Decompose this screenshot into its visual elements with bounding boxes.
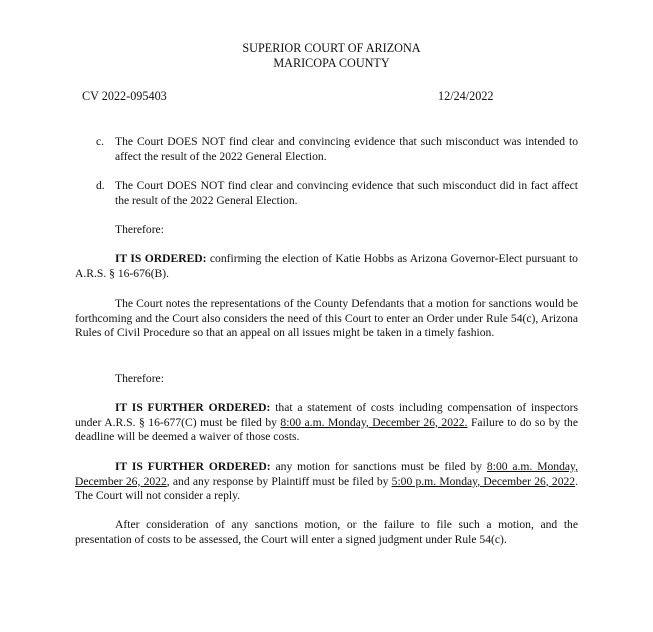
order-2-heading: IT IS FURTHER ORDERED:: [115, 401, 271, 414]
finding-d-text: The Court DOES NOT find clear and convincing evidence that such misconduct did in fact affect the result of the 2022 General Election.: [115, 179, 578, 207]
court-heading: [0, 41, 653, 71]
closing-paragraph: After consideration of any sanctions motion, or the failure to file such a motion, and the presentation of costs to be assessed, the Court will enter a signed judgment under Rule 54(c).: [75, 518, 578, 546]
order-2-deadline: 8:00 a.m. Monday, December 26, 2022.: [280, 415, 468, 429]
order-1-text: confirming the election of Katie Hobbs as Arizona Governor-Elect pursuant to A.R.S. § 16-676(B).: [75, 252, 578, 280]
order-2-text-a: that a statement of costs including compensation of inspectors under A.R.S. § 16-677(C) must be filed by: [75, 401, 578, 429]
order-1-heading: IT IS ORDERED:: [115, 252, 207, 265]
order-3-deadline-1: 8:00 a.m. Monday, December 26, 2022: [75, 460, 578, 488]
therefore-1: Therefore:: [115, 223, 164, 236]
order-3-text-c: . The Court will not consider a reply.: [75, 474, 578, 503]
finding-c-text: The Court DOES NOT find clear and convincing evidence that such misconduct was intended to affect the result of the 2022 General Election.: [115, 135, 578, 163]
order-2-text-b: Failure to do so by the deadline will be deemed a waiver of those costs.: [75, 415, 578, 444]
order-2: [75, 401, 578, 445]
court-name: SUPERIOR COURT OF ARIZONA: [242, 41, 421, 55]
order-3: [75, 460, 578, 504]
order-1: [75, 252, 578, 281]
county-name: MARICOPA COUNTY: [273, 56, 390, 70]
therefore-2: Therefore:: [115, 372, 164, 385]
finding-d-letter: d.: [96, 179, 105, 192]
order-3-text-a: any motion for sanctions must be filed by: [270, 460, 487, 473]
finding-d: [96, 179, 578, 208]
finding-c-letter: c.: [96, 135, 105, 148]
case-date: 12/24/2022: [438, 89, 494, 103]
sanctions-note: The Court notes the representations of the County Defendants that a motion for sanctions would be forthcoming and the Court also considers the need of this Court to enter an Order under Rule 54(c), Arizona Rules of Civil Procedure so that an appeal on all issues might be taken in a timely fashion.: [75, 297, 578, 340]
finding-c: [96, 135, 578, 164]
order-3-text-b: , and any response by Plaintiff must be filed by: [166, 474, 392, 488]
order-3-heading: IT IS FURTHER ORDERED:: [115, 460, 271, 473]
order-3-deadline-2: 5:00 p.m. Monday, December 26, 2022: [391, 474, 576, 488]
case-number: CV 2022-095403: [82, 89, 167, 103]
